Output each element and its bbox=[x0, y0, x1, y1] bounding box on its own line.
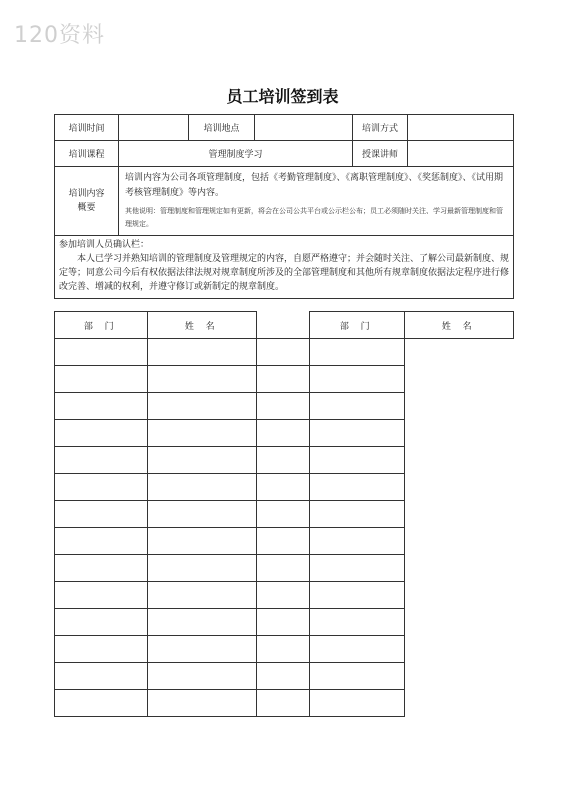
teacher-label: 授课讲师 bbox=[353, 141, 408, 167]
name-field-left[interactable] bbox=[148, 555, 257, 582]
training-time-label: 培训时间 bbox=[55, 115, 119, 141]
signature-row bbox=[55, 555, 514, 582]
name-field-left[interactable] bbox=[148, 339, 257, 366]
name-field-left[interactable] bbox=[148, 636, 257, 663]
confirmation-section bbox=[55, 236, 514, 299]
name-field-left[interactable] bbox=[148, 663, 257, 690]
dept-header-left: 部 门 bbox=[55, 312, 148, 339]
signature-row bbox=[55, 420, 514, 447]
dept-field-left[interactable] bbox=[55, 636, 148, 663]
name-field-left[interactable] bbox=[148, 528, 257, 555]
name-field-right[interactable] bbox=[310, 393, 405, 420]
dept-field-left[interactable] bbox=[55, 366, 148, 393]
dept-field-left[interactable] bbox=[55, 447, 148, 474]
signature-row bbox=[55, 447, 514, 474]
dept-field-left[interactable] bbox=[55, 555, 148, 582]
signature-row bbox=[55, 474, 514, 501]
dept-field-left[interactable] bbox=[55, 339, 148, 366]
signature-row bbox=[55, 501, 514, 528]
signature-row bbox=[55, 690, 514, 717]
content-summary-label: 培训内容 概要 bbox=[55, 167, 119, 236]
middle-gap bbox=[257, 312, 310, 339]
name-field-right[interactable] bbox=[310, 528, 405, 555]
training-method-field[interactable] bbox=[408, 115, 514, 141]
name-field-left[interactable] bbox=[148, 447, 257, 474]
dept-field-right[interactable] bbox=[257, 690, 310, 717]
training-place-field[interactable] bbox=[255, 115, 353, 141]
info-table bbox=[54, 114, 514, 299]
name-field-left[interactable] bbox=[148, 609, 257, 636]
teacher-field[interactable] bbox=[408, 141, 514, 167]
name-field-right[interactable] bbox=[310, 582, 405, 609]
section-gap bbox=[54, 299, 513, 311]
dept-field-left[interactable] bbox=[55, 420, 148, 447]
sign-in-form bbox=[54, 114, 513, 717]
dept-field-right[interactable] bbox=[257, 501, 310, 528]
signature-row bbox=[55, 339, 514, 366]
name-field-right[interactable] bbox=[310, 447, 405, 474]
training-method-label: 培训方式 bbox=[353, 115, 408, 141]
dept-field-right[interactable] bbox=[257, 582, 310, 609]
name-header-left: 姓 名 bbox=[148, 312, 257, 339]
watermark: 120资料 bbox=[14, 23, 105, 48]
name-field-left[interactable] bbox=[148, 474, 257, 501]
dept-field-right[interactable] bbox=[257, 636, 310, 663]
signature-row bbox=[55, 582, 514, 609]
dept-field-left[interactable] bbox=[55, 474, 148, 501]
signature-row bbox=[55, 663, 514, 690]
dept-field-right[interactable] bbox=[257, 474, 310, 501]
dept-field-right[interactable] bbox=[257, 420, 310, 447]
dept-field-right[interactable] bbox=[257, 528, 310, 555]
signature-row bbox=[55, 609, 514, 636]
dept-field-right[interactable] bbox=[257, 393, 310, 420]
name-header-right: 姓 名 bbox=[405, 312, 514, 339]
name-field-left[interactable] bbox=[148, 366, 257, 393]
dept-field-right[interactable] bbox=[257, 447, 310, 474]
name-field-right[interactable] bbox=[310, 555, 405, 582]
dept-field-right[interactable] bbox=[257, 663, 310, 690]
dept-field-left[interactable] bbox=[55, 609, 148, 636]
dept-field-left[interactable] bbox=[55, 582, 148, 609]
signature-row bbox=[55, 366, 514, 393]
name-field-right[interactable] bbox=[310, 690, 405, 717]
signature-table bbox=[54, 311, 514, 717]
dept-field-left[interactable] bbox=[55, 663, 148, 690]
name-field-right[interactable] bbox=[310, 663, 405, 690]
name-field-right[interactable] bbox=[310, 636, 405, 663]
name-field-left[interactable] bbox=[148, 420, 257, 447]
signature-row bbox=[55, 636, 514, 663]
dept-field-left[interactable] bbox=[55, 690, 148, 717]
training-time-field[interactable] bbox=[119, 115, 189, 141]
dept-field-right[interactable] bbox=[257, 609, 310, 636]
name-field-left[interactable] bbox=[148, 501, 257, 528]
signature-row bbox=[55, 528, 514, 555]
name-field-right[interactable] bbox=[310, 366, 405, 393]
dept-field-right[interactable] bbox=[257, 366, 310, 393]
content-summary-cell bbox=[119, 167, 514, 236]
content-summary-text: 培训内容为公司各项管理制度，包括《考勤管理制度》、《离职管理制度》、《奖惩制度》、《试用期考核管理制度》等内容。 bbox=[125, 173, 504, 198]
dept-field-left[interactable] bbox=[55, 393, 148, 420]
training-course-value: 管理制度学习 bbox=[119, 141, 353, 167]
name-field-right[interactable] bbox=[310, 474, 405, 501]
signature-row bbox=[55, 393, 514, 420]
dept-header-right: 部 门 bbox=[310, 312, 405, 339]
page-title: 员工培训签到表 bbox=[226, 87, 339, 106]
name-field-right[interactable] bbox=[310, 501, 405, 528]
content-summary-note: 其他说明：管理制度和管理规定如有更新，将会在公司公共平台或公示栏公布；员工必须随时关注、学习最新管理制度和管理规定。 bbox=[125, 207, 503, 228]
name-field-right[interactable] bbox=[310, 609, 405, 636]
training-place-label: 培训地点 bbox=[189, 115, 255, 141]
name-field-right[interactable] bbox=[310, 339, 405, 366]
name-field-left[interactable] bbox=[148, 582, 257, 609]
dept-field-right[interactable] bbox=[257, 555, 310, 582]
name-field-left[interactable] bbox=[148, 690, 257, 717]
dept-field-right[interactable] bbox=[257, 339, 310, 366]
confirmation-heading: 参加培训人员确认栏： bbox=[59, 240, 150, 250]
confirmation-text: 本人已学习并熟知培训的管理制度及管理规定的内容，自愿严格遵守；并会随时关注、了解公司最新制度、规定等；同意公司今后有权依据法律法规对规章制度所涉及的全部管理制度和其他所有规章制度依据法定程序进行修改完善、增减的权利，并遵守修订或新制定的规章制度。 bbox=[59, 254, 510, 292]
dept-field-left[interactable] bbox=[55, 501, 148, 528]
name-field-left[interactable] bbox=[148, 393, 257, 420]
training-course-label: 培训课程 bbox=[55, 141, 119, 167]
signature-header-row bbox=[55, 312, 514, 339]
dept-field-left[interactable] bbox=[55, 528, 148, 555]
name-field-right[interactable] bbox=[310, 420, 405, 447]
